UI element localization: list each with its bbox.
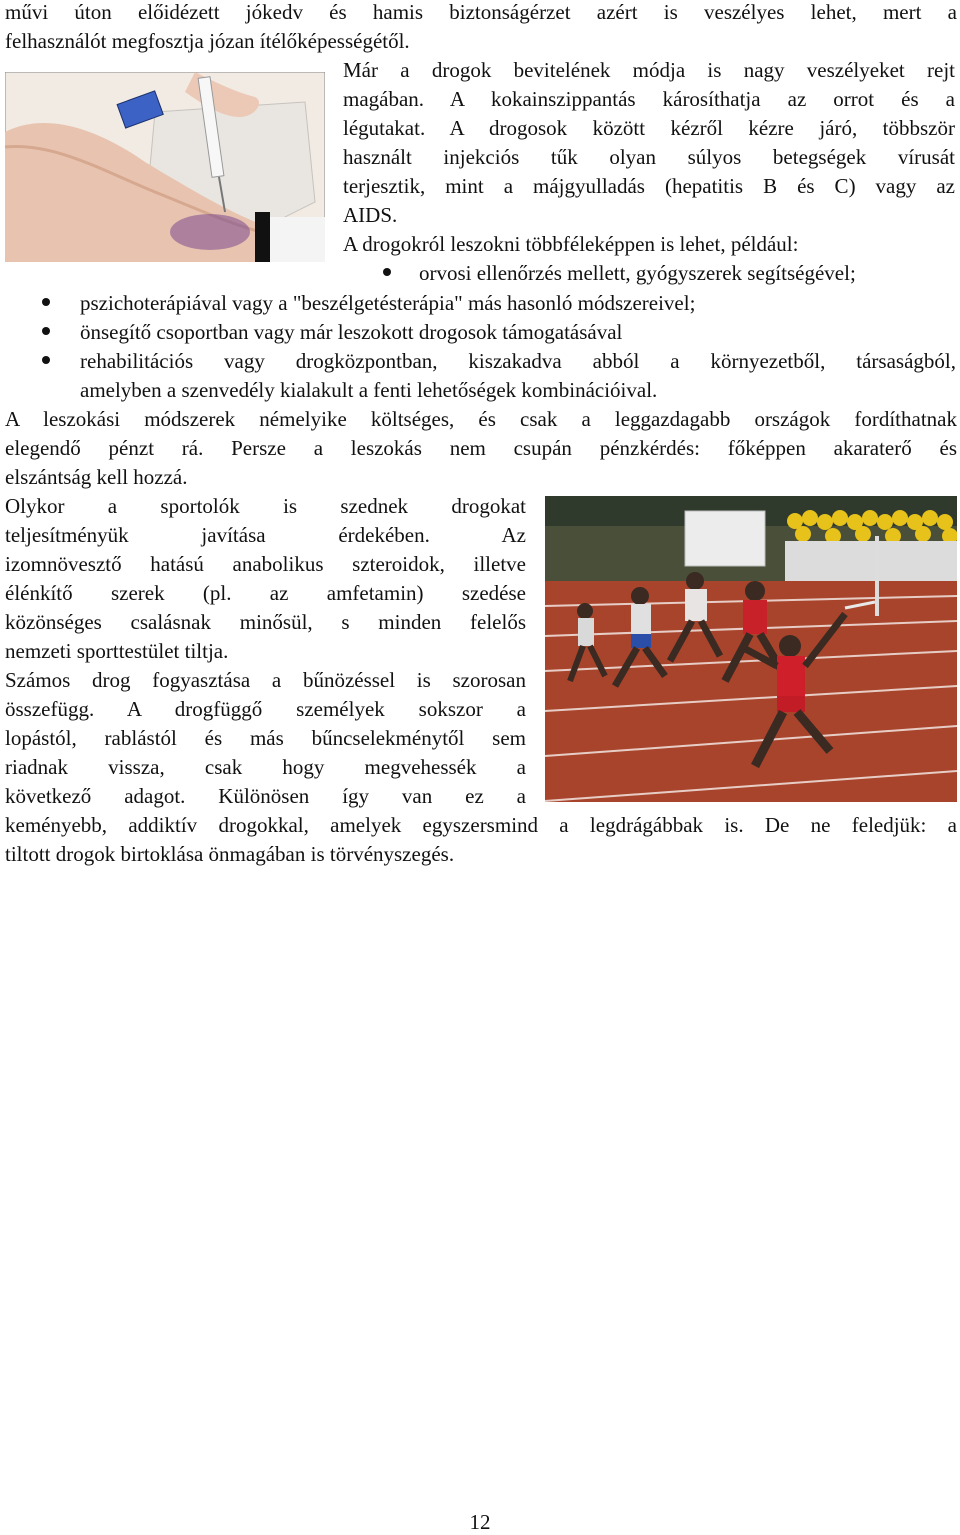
text-line: elegendő pénzt rá. Persze a leszokás nem csupán pénzkérdés: főképpen akaraterő és bbox=[5, 436, 957, 460]
text-line: magában. A kokainszippantás károsíthatja az orrot és a bbox=[343, 87, 955, 111]
text-line: felhasználót megfosztja józan ítélőképességétől. bbox=[5, 29, 410, 53]
list-item: amelyben a szenvedély kialakult a fenti lehetőségek kombinációival. bbox=[80, 378, 658, 402]
text-line: Olykor a sportolók is szednek drogokat bbox=[5, 494, 526, 518]
text-line: élénkítő szerek (pl. az amfetamin) szedése bbox=[5, 581, 526, 605]
list-item: orvosi ellenőrzés mellett, gyógyszerek segítségével; bbox=[419, 261, 856, 285]
text-line: művi úton előidézett jókedv és hamis biztonságérzet azért is veszélyes lehet, mert a bbox=[5, 0, 957, 24]
text-line: izomnövesztő hatású anabolikus szteroidok, illetve bbox=[5, 552, 526, 576]
injection-photo bbox=[5, 72, 325, 262]
text-line: tiltott drogok birtoklása önmagában is törvényszegés. bbox=[5, 842, 455, 866]
list-item: pszichoterápiával vagy a "beszélgetésterápia" más hasonló módszereivel; bbox=[80, 291, 696, 315]
text-line: használt injekciós tűk olyan súlyos betegségek vírusát bbox=[343, 145, 955, 169]
sprint-race-photo bbox=[545, 496, 957, 802]
text-line: következő adagot. Különösen így van ez a bbox=[5, 784, 526, 808]
text-line: teljesítményük javítása érdekében. Az bbox=[5, 523, 526, 547]
text-line: lopástól, rablástól és más bűncselekménytől sem bbox=[5, 726, 526, 750]
text-line: elszántság kell hozzá. bbox=[5, 465, 188, 489]
bullet-marker bbox=[42, 298, 50, 306]
text-line: nemzeti sporttestület tiltja. bbox=[5, 639, 229, 663]
page-number: 12 bbox=[469, 1510, 491, 1534]
text-line: A drogokról leszokni többféleképpen is lehet, például: bbox=[343, 232, 799, 256]
text-line: terjesztik, mint a májgyulladás (hepatitis B és C) vagy az bbox=[343, 174, 955, 198]
text-line: Már a drogok bevitelének módja is nagy veszélyeket rejt bbox=[343, 58, 955, 82]
bullet-marker bbox=[42, 327, 50, 335]
text-line: összefügg. A drogfüggő személyek sokszor a bbox=[5, 697, 526, 721]
bullet-marker bbox=[383, 268, 391, 276]
text-line: A leszokási módszerek némelyike költséges, és csak a leggazdagabb országok fordíthatnak bbox=[5, 407, 957, 431]
text-line: Számos drog fogyasztása a bűnözéssel is szorosan bbox=[5, 668, 526, 692]
text-line: keményebb, addiktív drogokkal, amelyek egyszersmind a legdrágábbak is. De ne feledjük: a bbox=[5, 813, 957, 837]
list-item: rehabilitációs vagy drogközpontban, kiszakadva abból a környezetből, társaságból, bbox=[80, 349, 956, 373]
bullet-marker bbox=[42, 356, 50, 364]
text-line: közönséges csalásnak minősül, s minden felelős bbox=[5, 610, 526, 634]
text-line: riadnak vissza, csak hogy megvehessék a bbox=[5, 755, 526, 779]
text-line: AIDS. bbox=[343, 203, 398, 227]
list-item: önsegítő csoportban vagy már leszokott drogosok támogatásával bbox=[80, 320, 623, 344]
text-line: légutakat. A drogosok között kézről kézre járó, többször bbox=[343, 116, 955, 140]
